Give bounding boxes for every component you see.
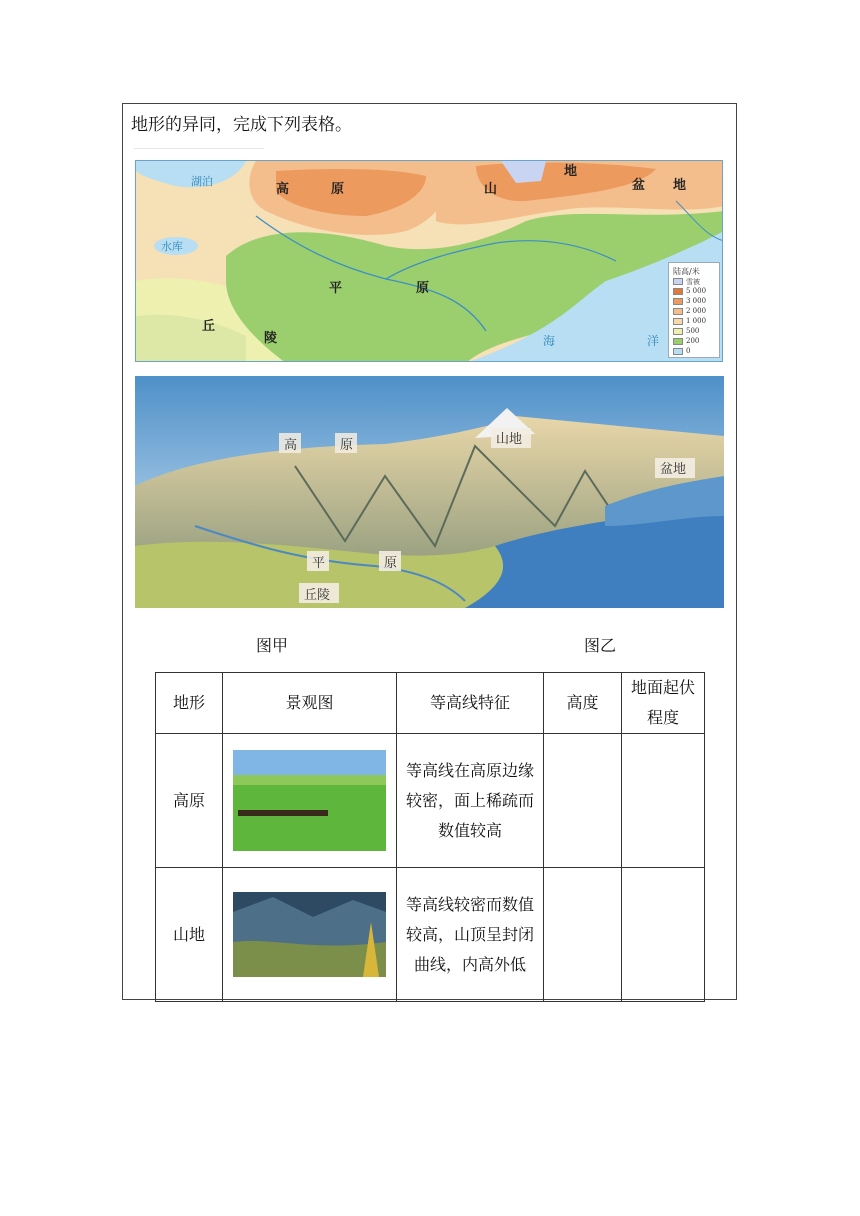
legend-swatch [673, 338, 683, 345]
view-label-plateau-1: 高 [284, 438, 298, 453]
view-label-plain-1: 平 [312, 556, 326, 571]
landscape-photo-cell [223, 734, 397, 868]
intro-text: 地形的异同，完成下列表格。 [131, 115, 352, 135]
mountain-photo [233, 892, 386, 977]
map-label-plateau-1: 高 [276, 182, 290, 197]
legend-swatch [673, 318, 683, 325]
map-label-lake: 湖泊 [191, 175, 213, 188]
landscape-illustration [135, 376, 724, 608]
map-legend [668, 262, 720, 358]
view-label-mountain: 山地 [496, 432, 523, 447]
header-landscape: 景观图 [223, 673, 397, 734]
table-row [156, 734, 705, 868]
view-label-basin: 盆地 [660, 462, 687, 477]
topographic-map [135, 160, 723, 362]
map-label-mountain-2: 地 [564, 164, 578, 179]
map-label-plateau-2: 原 [331, 182, 345, 197]
legend-swatch [673, 288, 683, 295]
legend-label: 3 000 [686, 297, 707, 305]
legend-label: 雪被 [686, 278, 700, 286]
contour-cell: 等高线在高原边缘较密，面上稀疏而数值较高 [397, 734, 544, 868]
map-label-basin-2: 地 [673, 178, 687, 193]
legend-swatch [673, 278, 683, 285]
relief-cell [622, 734, 705, 868]
divider [134, 148, 264, 149]
legend-label: 1 000 [686, 317, 707, 325]
landform-cell: 山地 [156, 868, 223, 1002]
map-label-reservoir: 水库 [161, 240, 183, 253]
header-landform: 地形 [156, 673, 223, 734]
height-cell [544, 734, 622, 868]
legend-label: 5 000 [686, 287, 707, 295]
map-label-plain-1: 平 [329, 281, 343, 296]
legend-swatch [673, 298, 683, 305]
height-cell [544, 868, 622, 1002]
relief-cell [622, 868, 705, 1002]
header-height: 高度 [544, 673, 622, 734]
legend-label: 200 [686, 337, 700, 345]
landform-cell: 高原 [156, 734, 223, 868]
legend-title: 陆高/米 [673, 267, 700, 276]
map-label-basin-1: 盆 [632, 178, 646, 193]
legend-swatch [673, 348, 683, 355]
legend-label: 0 [686, 347, 691, 355]
map-label-ocean-2: 洋 [647, 334, 660, 348]
legend-label: 2 000 [686, 307, 707, 315]
view-label-plain-2: 原 [384, 556, 398, 571]
caption-figure-b: 图乙 [584, 636, 617, 655]
view-label-plateau-2: 原 [340, 438, 354, 453]
caption-figure-a: 图甲 [256, 636, 289, 655]
view-label-hill: 丘陵 [304, 588, 331, 603]
legend-swatch [673, 308, 683, 315]
header-relief: 地面起伏程度 [622, 673, 705, 734]
legend-swatch [673, 328, 683, 335]
map-label-mountain-1: 山 [484, 182, 498, 197]
landform-table [155, 672, 705, 1002]
contour-cell: 等高线较密而数值较高，山顶呈封闭曲线，内高外低 [397, 868, 544, 1002]
table-row [156, 868, 705, 1002]
map-label-hill-1: 丘 [202, 319, 216, 334]
map-label-ocean-1: 海 [543, 334, 556, 348]
map-label-hill-2: 陵 [264, 331, 278, 346]
landscape-photo-cell [223, 868, 397, 1002]
map-label-plain-2: 原 [416, 281, 430, 296]
legend-label: 500 [686, 327, 700, 335]
grassland-plateau-photo [233, 750, 386, 851]
header-contour: 等高线特征 [397, 673, 544, 734]
